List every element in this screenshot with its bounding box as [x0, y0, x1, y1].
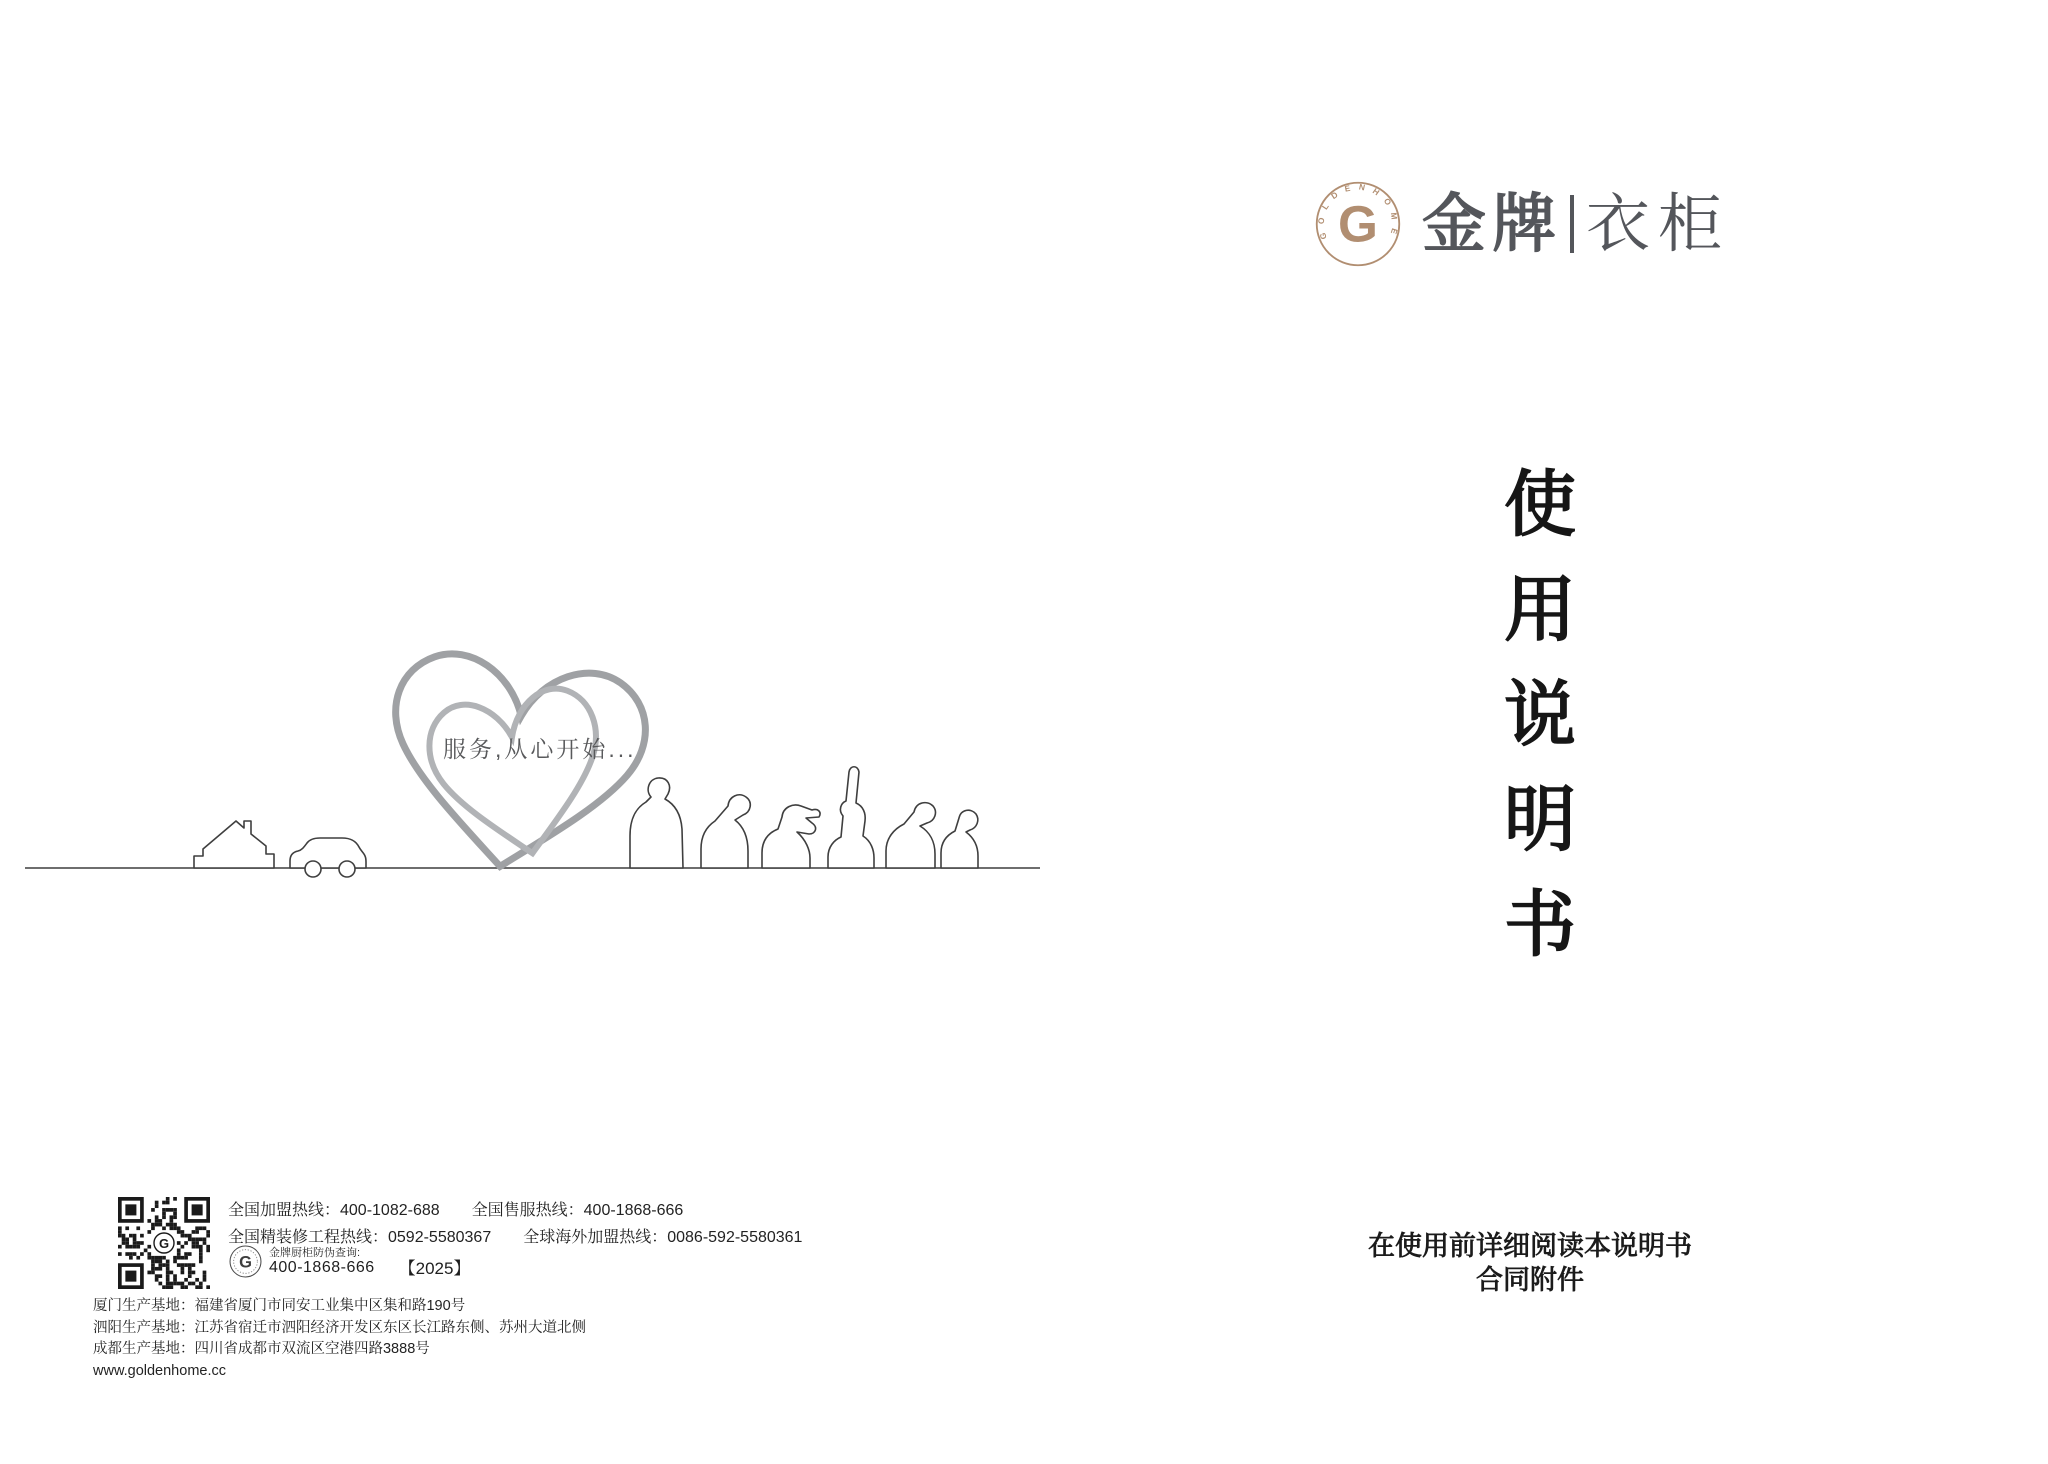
brand-wordmark — [1422, 188, 1730, 260]
car-icon — [290, 838, 366, 868]
qr-center-g: G — [158, 1236, 170, 1251]
anticounterfeit-texts — [269, 1247, 375, 1277]
hotline-service: 全国售服热线：400-1868-666 — [471, 1202, 684, 1219]
attachment-note: 合同附件 — [1476, 1265, 1584, 1295]
page-title-vertical: 使用说明书 — [1493, 466, 1573, 991]
car-wheel-front — [305, 861, 321, 877]
address-xiamen: 厦门生产基地：福建省厦门市同安工业集中区集和路190号 — [93, 1298, 466, 1314]
person-pair-right — [941, 810, 978, 868]
address-siyang: 泗阳生产基地：江苏省宿迁市泗阳经济开发区东区长江路东侧、苏州大道北侧 — [93, 1319, 586, 1336]
website-url: www.goldenhome.cc — [93, 1362, 226, 1379]
hotline-renovation: 全国精装修工程热线：0592-5580367 — [228, 1229, 492, 1246]
production-bases — [93, 1296, 586, 1382]
pre-use-note: 在使用前详细阅读本说明书 — [1368, 1231, 1692, 1261]
brand-logo — [1314, 180, 1730, 268]
person-arm-raised — [828, 767, 874, 868]
emblem-arc-text: GOLDENHOME — [1316, 182, 1400, 243]
hotline-overseas: 全球海外加盟热线：0086-592-5580361 — [523, 1229, 803, 1246]
wordmark-divider — [1570, 195, 1574, 253]
mini-emblem-g: G — [239, 1253, 252, 1272]
car-wheel-rear — [339, 861, 355, 877]
emblem-g-letter: G — [1338, 195, 1378, 253]
person-bending — [701, 795, 750, 868]
person-drinking — [630, 778, 683, 868]
qr-code — [118, 1197, 210, 1289]
people-silhouettes — [630, 767, 978, 868]
goldenhome-emblem-icon — [1314, 180, 1402, 268]
house-icon — [194, 821, 274, 868]
heart-outline-outer — [376, 647, 653, 884]
anticounterfeit-number: 400-1868-666 — [269, 1258, 375, 1276]
hotline-join: 全国加盟热线：400-1082-688 — [228, 1202, 440, 1219]
wordmark-left: 金牌 — [1422, 188, 1562, 260]
anticounterfeit-label: 金牌厨柜防伪查询: — [269, 1246, 361, 1259]
address-chengdu: 成都生产基地：四川省成都市双流区空港四路3888号 — [93, 1341, 430, 1357]
hotline-row-1 — [228, 1197, 802, 1224]
wordmark-right: 衣柜 — [1586, 188, 1730, 260]
heart-outline-inner — [423, 683, 615, 868]
hotlines — [228, 1197, 802, 1251]
person-crouching — [762, 805, 820, 868]
goldenhome-mini-emblem-icon — [229, 1245, 262, 1278]
anticounterfeit-block — [229, 1245, 470, 1278]
anticounterfeit-year: 【2025】 — [398, 1259, 471, 1278]
heart-slogan: 服务,从心开始... — [443, 736, 637, 762]
cover-notes — [1180, 1229, 1880, 1297]
person-pair-left — [886, 803, 935, 868]
